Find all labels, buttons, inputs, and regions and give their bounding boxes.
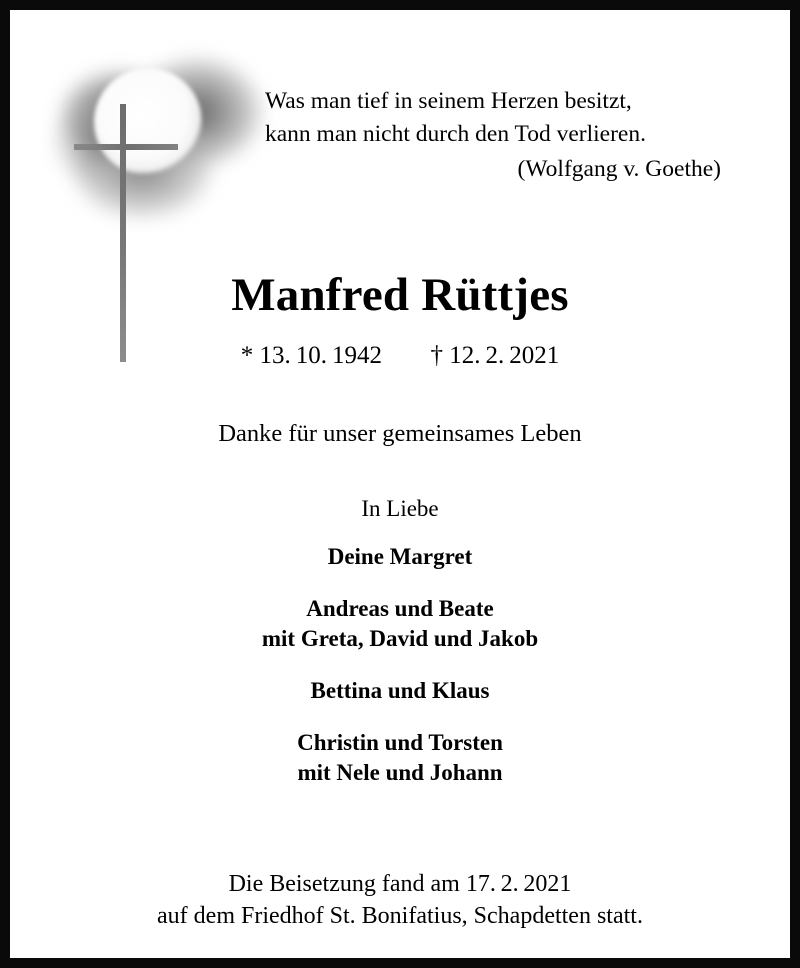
funeral-note-line-1: Die Beisetzung fand am 17. 2. 2021 [228, 871, 572, 897]
family-primary: Deine Margret [327, 544, 473, 569]
family-primary: Christin und Torsten [297, 730, 503, 755]
quote-author: (Wolfgang v. Goethe) [517, 156, 721, 182]
list-item [10, 594, 790, 654]
funeral-note [10, 868, 790, 932]
list-item [10, 728, 790, 788]
memorial-quote [265, 85, 735, 186]
in-love-label: In Liebe [361, 496, 439, 521]
birth-symbol: * [240, 342, 254, 369]
list-item [10, 542, 790, 572]
family-secondary: mit Nele und Johann [297, 760, 503, 785]
family-primary: Andreas und Beate [306, 596, 494, 621]
quote-line-2: kann man nicht durch den Tod verlieren. [265, 121, 646, 147]
birth-date: 13. 10. 1942 [259, 342, 382, 369]
obituary-content [10, 10, 790, 958]
thanks-line: Danke für unser gemeinsames Leben [218, 420, 582, 447]
life-dates [10, 342, 790, 370]
family-secondary: mit Greta, David und Jakob [261, 626, 539, 651]
quote-line-1: Was man tief in seinem Herzen besitzt, [265, 88, 632, 114]
death-symbol: † [430, 342, 443, 369]
list-item [10, 676, 790, 706]
obituary-card [10, 10, 790, 958]
page-title: Manfred Rüttjes [231, 269, 569, 321]
death-date: 12. 2. 2021 [449, 342, 560, 369]
funeral-note-line-2: auf dem Friedhof St. Bonifatius, Schapdetten statt. [157, 903, 643, 929]
family-primary: Bettina und Klaus [310, 678, 490, 703]
family-list [10, 542, 790, 788]
